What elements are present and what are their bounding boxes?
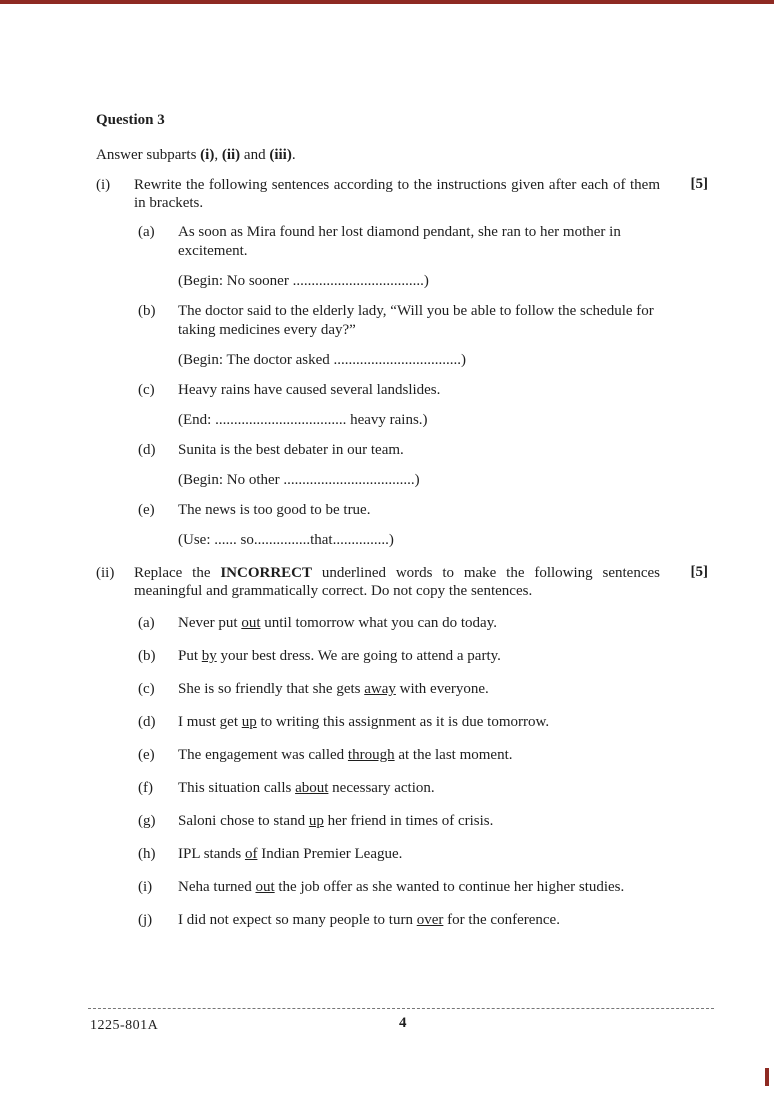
item-sentence: Saloni chose to stand up her friend in times of crisis. xyxy=(178,813,494,829)
phrasal-item-j xyxy=(96,911,710,930)
underlined-word: up xyxy=(308,813,324,829)
item-instruction: (Begin: The doctor asked ..................................) xyxy=(178,352,467,368)
item-label: (e) xyxy=(138,502,155,518)
corner-mark xyxy=(765,1068,769,1086)
item-label: (b) xyxy=(138,303,156,319)
item-label: (c) xyxy=(138,681,155,697)
question-title: Question 3 xyxy=(96,112,165,128)
part-ii-heading xyxy=(96,564,710,600)
rewrite-item-d xyxy=(96,441,710,490)
intro-part-2: (ii) xyxy=(221,147,241,163)
phrasal-item-f xyxy=(96,779,710,798)
item-sentence: This situation calls about necessary action. xyxy=(178,780,435,796)
phrasal-item-d xyxy=(96,713,710,732)
underlined-word: about xyxy=(295,780,329,796)
item-sentence: She is so friendly that she gets away with everyone. xyxy=(178,681,489,697)
intro-part-3: (iii) xyxy=(269,147,292,163)
question-page xyxy=(96,112,710,940)
item-sentence: As soon as Mira found her lost diamond pendant, she ran to her mother in excitement. xyxy=(178,224,621,259)
part-ii-text-before: Replace the xyxy=(134,565,221,581)
item-instruction: (Use: ...... so...............that...............) xyxy=(178,532,394,548)
underlined-word: through xyxy=(347,747,395,763)
part-ii-text-after: underlined words to make the following sentences meaningful and grammatically correct. Do not copy the sentences. xyxy=(134,565,660,599)
item-instruction: (Begin: No sooner ...................................) xyxy=(178,273,429,289)
intro-sep-2: and xyxy=(240,147,270,163)
phrasal-item-e xyxy=(96,746,710,765)
item-sentence: Never put out until tomorrow what you can do today. xyxy=(178,615,497,631)
underlined-word: up xyxy=(241,714,257,730)
item-sentence: The engagement was called through at the last moment. xyxy=(178,747,513,763)
item-label: (d) xyxy=(138,442,156,458)
phrasal-item-c xyxy=(96,680,710,699)
item-instruction: (Begin: No other ...................................) xyxy=(178,472,420,488)
item-sentence: I did not expect so many people to turn over for the conference. xyxy=(178,912,560,928)
item-sentence: The doctor said to the elderly lady, “Will you be able to follow the schedule for taking medicines every day?” xyxy=(178,303,654,338)
phrasal-item-b xyxy=(96,647,710,666)
underlined-word: over xyxy=(416,912,444,928)
intro-sep-1: , xyxy=(214,147,222,163)
item-sentence: Put by your best dress. We are going to attend a party. xyxy=(178,648,501,664)
rewrite-item-a xyxy=(96,223,710,291)
part-i-heading xyxy=(96,176,710,212)
item-label: (b) xyxy=(138,648,156,664)
rewrite-item-c xyxy=(96,381,710,430)
rewrite-item-b xyxy=(96,302,710,370)
item-label: (d) xyxy=(138,714,156,730)
part-ii-text-bold: INCORRECT xyxy=(220,565,312,581)
item-label: (j) xyxy=(138,912,153,928)
part-i-marks: [5] xyxy=(690,176,708,192)
item-label: (h) xyxy=(138,846,156,862)
item-sentence: Sunita is the best debater in our team. xyxy=(178,442,404,458)
item-label: (g) xyxy=(138,813,156,829)
part-ii xyxy=(96,564,710,930)
item-sentence: Heavy rains have caused several landslides. xyxy=(178,382,441,398)
part-ii-marks: [5] xyxy=(690,564,708,580)
item-instruction: (End: ................................... heavy rains.) xyxy=(178,412,428,428)
part-i-instruction: Rewrite the following sentences according to the instructions given after each of them in brackets. xyxy=(134,177,660,211)
rewrite-item-e xyxy=(96,501,710,550)
top-border xyxy=(0,0,774,4)
phrasal-item-h xyxy=(96,845,710,864)
paper-code: 1225-801A xyxy=(90,1018,159,1033)
phrasal-item-i xyxy=(96,878,710,897)
item-sentence: The news is too good to be true. xyxy=(178,502,371,518)
underlined-word: away xyxy=(364,681,396,697)
item-label: (a) xyxy=(138,224,155,240)
intro-suffix: . xyxy=(291,147,296,163)
item-label: (c) xyxy=(138,382,155,398)
item-label: (e) xyxy=(138,747,155,763)
intro-part-1: (i) xyxy=(200,147,215,163)
item-label: (a) xyxy=(138,615,155,631)
intro-prefix: Answer subparts xyxy=(96,147,201,163)
part-i-number: (i) xyxy=(96,177,111,193)
underlined-word: out xyxy=(241,615,261,631)
item-sentence: Neha turned out the job offer as she wanted to continue her higher studies. xyxy=(178,879,625,895)
underlined-word: of xyxy=(244,846,258,862)
part-ii-instruction xyxy=(134,564,710,600)
phrasal-item-g xyxy=(96,812,710,831)
underlined-word: out xyxy=(255,879,275,895)
item-sentence: IPL stands of Indian Premier League. xyxy=(178,846,403,862)
part-ii-number: (ii) xyxy=(96,565,115,581)
phrasal-item-a xyxy=(96,614,710,633)
footer-divider xyxy=(88,1008,714,1009)
part-i xyxy=(96,176,710,550)
question-intro xyxy=(96,147,710,164)
item-label: (i) xyxy=(138,879,153,895)
item-label: (f) xyxy=(138,780,153,796)
page-number: 4 xyxy=(399,1015,407,1031)
underlined-word: by xyxy=(201,648,217,664)
item-sentence: I must get up to writing this assignment as it is due tomorrow. xyxy=(178,714,550,730)
